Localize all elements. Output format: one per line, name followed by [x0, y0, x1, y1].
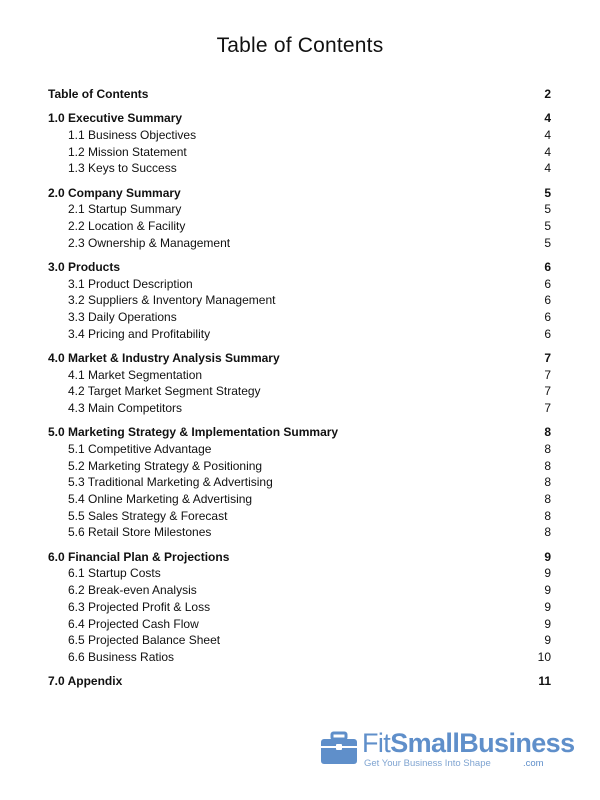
toc-subsection-page: 9	[544, 599, 551, 614]
toc-subsection-item[interactable]	[48, 160, 551, 177]
toc-subsection-page: 8	[544, 508, 551, 523]
toc-subsection-label: 6.3 Projected Profit & Loss	[68, 599, 211, 614]
toc-subsection-page: 4	[544, 127, 551, 142]
toc-subsection-page: 8	[544, 492, 551, 507]
toc-subsection-page: 6	[544, 326, 551, 341]
toc-subsection-page: 4	[544, 144, 551, 159]
toc-section-label: 3.0 Products	[48, 259, 121, 274]
toc-section-page: 6	[544, 259, 551, 274]
page-title: Table of Contents	[216, 34, 384, 57]
toc-subsection-item[interactable]	[48, 292, 551, 309]
toc-section-group	[48, 673, 551, 690]
toc-subsection-item[interactable]	[48, 441, 551, 458]
toc-subsection-label: 5.3 Traditional Marketing & Advertising	[68, 475, 273, 490]
toc-subsection-item[interactable]	[48, 367, 551, 384]
table-of-contents	[48, 86, 551, 690]
logo-wordmark: FitSmallBusiness	[362, 728, 575, 758]
toc-subsection-item[interactable]	[48, 599, 551, 616]
toc-subsection-page: 4	[544, 161, 551, 176]
toc-section-heading[interactable]	[48, 350, 551, 367]
toc-section-page: 4	[544, 111, 551, 126]
toc-subsection-item[interactable]	[48, 144, 551, 161]
toc-subsection-label: 2.3 Ownership & Management	[68, 235, 231, 250]
toc-section-label: 6.0 Financial Plan & Projections	[48, 549, 230, 564]
toc-subsection-page: 8	[544, 525, 551, 540]
toc-subsection-label: 5.4 Online Marketing & Advertising	[68, 492, 253, 507]
toc-subsection-label: 3.2 Suppliers & Inventory Management	[68, 293, 276, 308]
toc-subsection-page: 5	[544, 235, 551, 250]
toc-subsection-item[interactable]	[48, 218, 551, 235]
toc-subsection-label: 3.1 Product Description	[68, 276, 193, 291]
toc-subsection-page: 8	[544, 475, 551, 490]
toc-subsection-item[interactable]	[48, 458, 551, 475]
toc-subsection-item[interactable]	[48, 276, 551, 293]
toc-subsection-label: 6.1 Startup Costs	[68, 566, 161, 581]
toc-subsection-item[interactable]	[48, 582, 551, 599]
toc-subsection-label: 5.6 Retail Store Milestones	[68, 525, 212, 540]
toc-subsection-item[interactable]	[48, 508, 551, 525]
toc-subsection-page: 5	[544, 202, 551, 217]
toc-subsection-label: 6.4 Projected Cash Flow	[68, 616, 199, 631]
toc-section-page: 11	[538, 674, 551, 689]
toc-section-page: 7	[544, 351, 551, 365]
toc-section-heading[interactable]	[48, 424, 551, 441]
toc-section-heading[interactable]	[48, 549, 551, 566]
toc-entry-page: 2	[544, 87, 551, 101]
toc-subsection-page: 7	[544, 384, 551, 399]
toc-subsection-item[interactable]	[48, 565, 551, 582]
toc-subsection-label: 5.2 Marketing Strategy & Positioning	[68, 458, 263, 473]
toc-subsection-page: 6	[544, 293, 551, 308]
toc-subsection-item[interactable]	[48, 326, 551, 343]
toc-subsection-item[interactable]	[48, 616, 551, 633]
toc-section-heading[interactable]	[48, 673, 551, 690]
toc-entry-label: Table of Contents	[48, 87, 149, 101]
toc-subsection-page: 7	[544, 401, 551, 416]
toc-section-label: 2.0 Company Summary	[48, 185, 181, 200]
toc-section-group	[48, 110, 551, 177]
toc-subsection-label: 5.1 Competitive Advantage	[68, 442, 212, 457]
fitsmallbusiness-logo	[318, 726, 575, 772]
toc-subsection-item[interactable]	[48, 309, 551, 326]
toc-subsection-page: 9	[544, 616, 551, 631]
toc-subsection-page: 6	[544, 276, 551, 291]
toc-subsection-item[interactable]	[48, 649, 551, 666]
toc-subsection-page: 7	[544, 367, 551, 382]
toc-section-group	[48, 185, 551, 252]
toc-subsection-page: 8	[544, 458, 551, 473]
toc-subsection-label: 4.1 Market Segmentation	[68, 367, 203, 382]
toc-subsection-item[interactable]	[48, 127, 551, 144]
logo-tagline: Get Your Business Into Shape	[364, 758, 491, 769]
toc-entry-table-of-contents[interactable]	[48, 86, 551, 103]
toc-section-heading[interactable]	[48, 185, 551, 202]
toc-section-group	[48, 549, 551, 666]
toc-subsection-page: 9	[544, 566, 551, 581]
toc-subsection-item[interactable]	[48, 383, 551, 400]
toc-subsection-page: 10	[537, 649, 551, 664]
toc-section-page: 9	[544, 549, 551, 564]
toc-subsection-item[interactable]	[48, 201, 551, 218]
toc-subsection-label: 1.1 Business Objectives	[68, 127, 197, 142]
toc-subsection-label: 6.6 Business Ratios	[68, 649, 175, 664]
toc-section-group	[48, 424, 551, 541]
toc-section-label: 4.0 Market & Industry Analysis Summary	[48, 351, 280, 365]
toc-sections	[48, 110, 551, 690]
toc-subsection-item[interactable]	[48, 474, 551, 491]
toc-subsection-label: 1.2 Mission Statement	[68, 144, 187, 159]
toc-subsection-item[interactable]	[48, 632, 551, 649]
toc-section-label: 1.0 Executive Summary	[48, 111, 183, 126]
toc-subsection-label: 4.3 Main Competitors	[68, 401, 183, 416]
toc-section-page: 5	[544, 185, 551, 200]
toc-subsection-label: 2.1 Startup Summary	[68, 202, 182, 217]
toc-section-group	[48, 350, 551, 417]
toc-subsection-label: 6.5 Projected Balance Sheet	[68, 633, 221, 648]
toc-subsection-label: 1.3 Keys to Success	[68, 161, 177, 176]
toc-section-label: 5.0 Marketing Strategy & Implementation Summary	[48, 425, 339, 440]
toc-subsection-label: 3.4 Pricing and Profitability	[68, 326, 211, 341]
briefcase-icon	[320, 730, 358, 766]
toc-section-label: 7.0 Appendix	[48, 674, 123, 689]
toc-subsection-page: 9	[544, 633, 551, 648]
toc-subsection-label: 5.5 Sales Strategy & Forecast	[68, 508, 228, 523]
toc-subsection-page: 8	[544, 442, 551, 457]
toc-subsection-item[interactable]	[48, 491, 551, 508]
logo-domain: .com	[523, 758, 544, 769]
toc-section-page: 8	[544, 425, 551, 440]
toc-subsection-item[interactable]	[48, 235, 551, 252]
toc-subsection-item[interactable]	[48, 400, 551, 417]
toc-subsection-item[interactable]	[48, 524, 551, 541]
toc-subsection-page: 9	[544, 583, 551, 598]
toc-subsection-label: 6.2 Break-even Analysis	[68, 583, 197, 598]
toc-section-heading[interactable]	[48, 259, 551, 276]
toc-section-heading[interactable]	[48, 110, 551, 127]
toc-subsection-label: 3.3 Daily Operations	[68, 310, 177, 325]
toc-subsection-page: 6	[544, 310, 551, 325]
toc-section-group	[48, 259, 551, 342]
toc-subsection-page: 5	[544, 219, 551, 233]
toc-subsection-label: 2.2 Location & Facility	[68, 219, 186, 233]
toc-subsection-label: 4.2 Target Market Segment Strategy	[68, 384, 261, 399]
